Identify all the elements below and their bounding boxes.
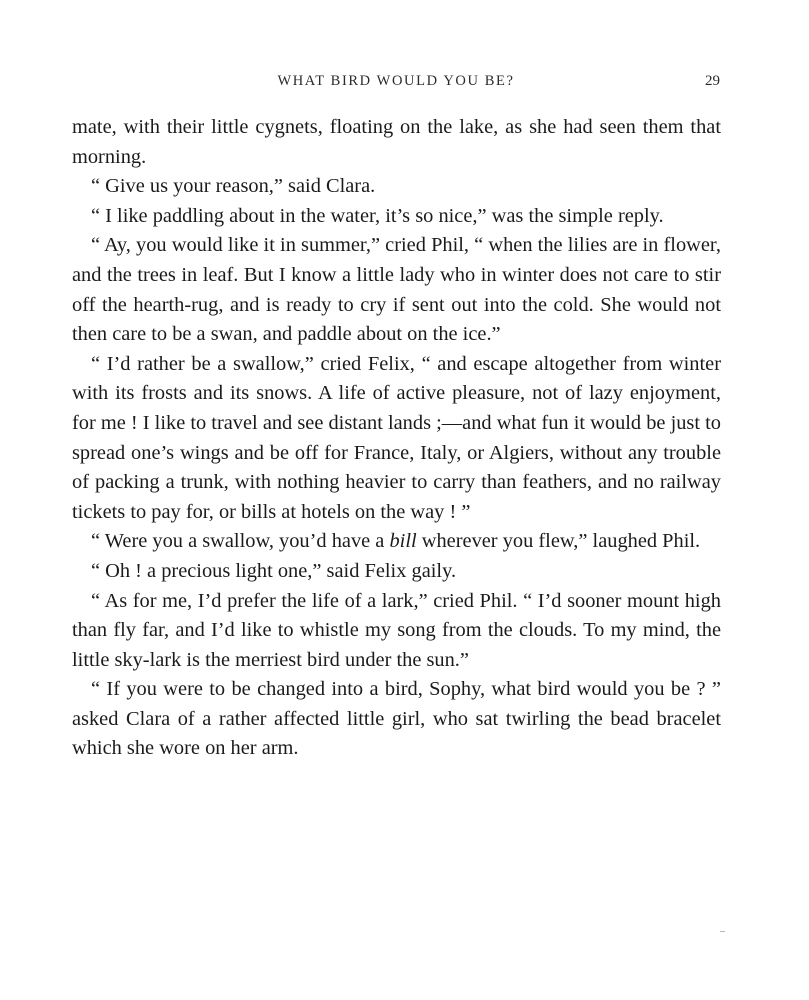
running-title: WHAT BIRD WOULD YOU BE?	[277, 73, 515, 89]
paragraph-6-before: “ Were you a swallow, you’d have a	[91, 530, 390, 553]
running-head	[72, 73, 720, 97]
paragraph-7: “ Oh ! a precious light one,” said Felix gaily.	[91, 559, 457, 582]
italic-word-bill: bill	[389, 530, 417, 553]
paragraph-6	[72, 527, 721, 557]
paragraph-8: “ As for me, I’d prefer the life of a lark,” cried Phil. “ I’d sooner mount high than fly far, and I’d like to whistle my song from the clouds. To my mind, the little sky-lark is the merriest bird under the sun.”	[72, 589, 721, 671]
paragraph-2: “ Give us your reason,” said Clara.	[91, 175, 376, 198]
page-number: 29	[705, 73, 720, 89]
body-text	[72, 113, 721, 764]
paragraph-6-after: wherever you flew,” laughed Phil.	[416, 530, 701, 553]
paragraph-9: “ If you were to be changed into a bird, Sophy, what bird would you be ? ” asked Clara of a rather affected little girl, who sat twirling the bead bracelet which she wore on her arm.	[72, 678, 721, 760]
paragraph-3: “ I like paddling about in the water, it’s so nice,” was the simple reply.	[91, 204, 664, 227]
paragraph-4: “ Ay, you would like it in summer,” cried Phil, “ when the lilies are in flower, and the trees in leaf. But I know a little lady who in winter does not care to stir off the hearth-rug, and is ready to cry if sent out into the cold. She would not then care to be a swan, and paddle about on the ice.”	[72, 234, 721, 346]
paragraph-5: “ I’d rather be a swallow,” cried Felix, “ and escape altogether from winter with its frosts and its snows. A life of active pleasure, not of lazy enjoyment, for me ! I like to travel and see distant lands ;—and what fun it would be just to spread one’s wings and be off for France, Italy, or Algiers, without any trouble of packing a trunk, with nothing heavier to carry than feathers, and no railway tickets to pay for, or bills at hotels on the way ! ”	[72, 352, 721, 523]
paragraph-1: mate, with their little cygnets, floating on the lake, as she had seen them that morning.	[72, 116, 721, 168]
ink-speck	[720, 931, 725, 932]
